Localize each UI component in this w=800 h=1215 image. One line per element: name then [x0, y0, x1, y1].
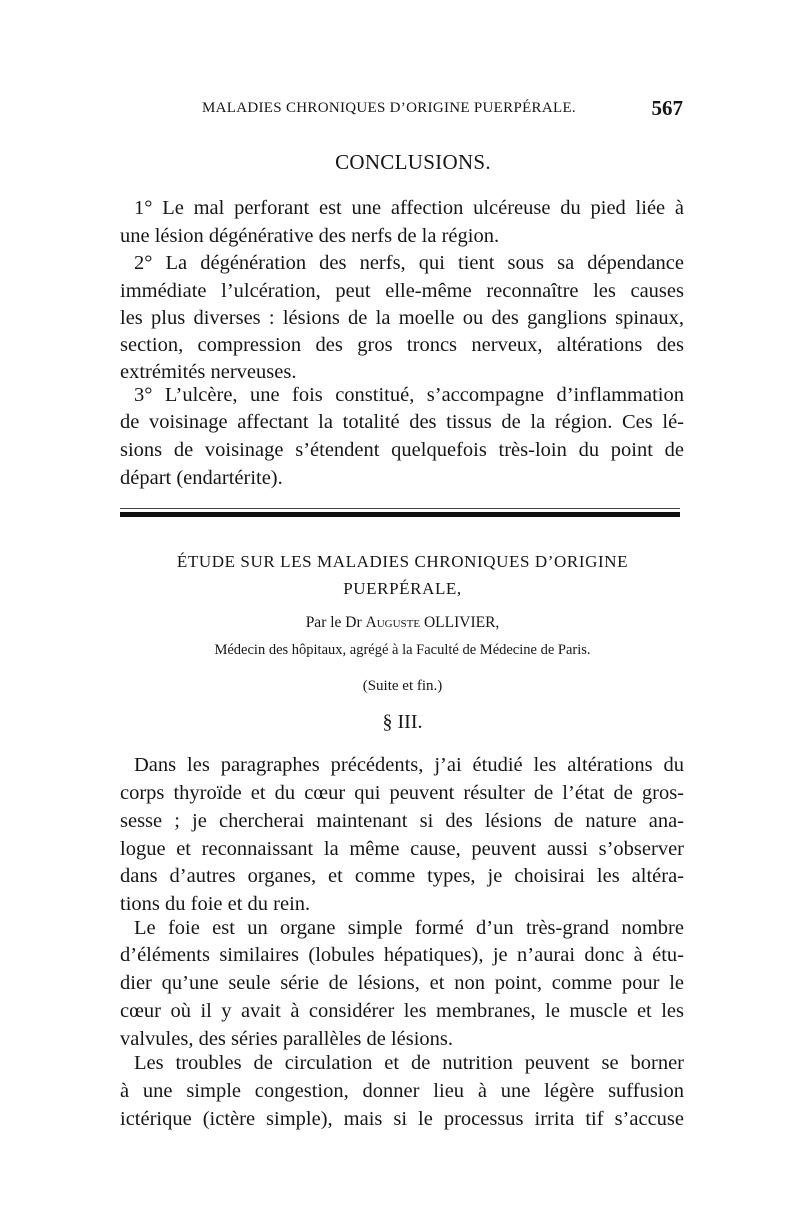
- running-head: [120, 96, 685, 122]
- author-byline: [120, 614, 685, 632]
- article-line: cœur où il y avait à considérer les membranes, le muscle et les: [120, 1000, 684, 1022]
- article-line: Dans les paragraphes précédents, j’ai étudié les altérations du: [134, 754, 684, 776]
- article-line: Les troubles de circulation et de nutrition peuvent se borner: [134, 1052, 684, 1074]
- section-heading: § III.: [382, 711, 423, 733]
- article-title: ÉTUDE SUR LES MALADIES CHRONIQUES D’ORIGINE: [176, 552, 629, 571]
- continuation-note: (Suite et fin.): [362, 678, 443, 694]
- conclusions-line: sions de voisinage s’étendent quelquefois très-loin du point de: [120, 439, 684, 461]
- article-line: d’éléments similaires (lobules hépatiques), je n’aurai donc à étu-: [120, 944, 684, 966]
- conclusions-line: 3° L’ulcère, une fois constitué, s’accompagne d’inflammation: [134, 384, 684, 406]
- conclusions-line: départ (endartérite).: [120, 467, 283, 489]
- article-line: corps thyroïde et du cœur qui peuvent résulter de l’état de gros-: [120, 782, 684, 804]
- author-affiliation: Médecin des hôpitaux, agrégé à la Faculté de Médecine de Paris.: [214, 642, 591, 658]
- conclusions-line: 1° Le mal perforant est une affection ulcéreuse du pied liée à: [134, 197, 684, 219]
- page-number: 567: [651, 96, 683, 120]
- author-prefix: Par le Dr: [305, 614, 362, 631]
- section-divider-thick: [120, 512, 680, 517]
- article-line: dier qu’une seule série de lésions, et non point, comme pour le: [120, 972, 684, 994]
- conclusions-line: extrémités nerveuses.: [120, 361, 297, 383]
- author-name: Auguste OLLIVIER,: [365, 614, 500, 631]
- conclusions-line: immédiate l’ulcération, peut elle-même reconnaître les causes: [120, 280, 684, 302]
- article-line: tions du foie et du rein.: [120, 893, 311, 915]
- conclusions-heading: CONCLUSIONS.: [335, 150, 491, 174]
- article-line: sesse ; je chercherai maintenant si des lésions de nature ana-: [120, 810, 684, 832]
- article-line: ictérique (ictère simple), mais si le processus irrita tif s’accuse: [120, 1108, 684, 1130]
- conclusions-line: de voisinage affectant la totalité des tissus de la région. Ces lé-: [120, 411, 684, 433]
- article-line: valvules, des séries parallèles de lésions.: [120, 1028, 454, 1050]
- article-line: Le foie est un organe simple formé d’un très-grand nombre: [134, 917, 684, 939]
- article-line: dans d’autres organes, et comme types, je choisirai les altéra-: [120, 865, 684, 887]
- article-line: à une simple congestion, donner lieu à une légère suffusion: [120, 1080, 684, 1102]
- conclusions-line: 2° La dégénération des nerfs, qui tient sous sa dépendance: [134, 252, 684, 274]
- section-divider-thin: [120, 508, 680, 509]
- article-line: logue et reconnaissant la même cause, peuvent aussi s’observer: [120, 838, 684, 860]
- conclusions-line: section, compression des gros troncs nerveux, altérations des: [120, 334, 684, 356]
- conclusions-line: les plus diverses : lésions de la moelle ou des ganglions spinaux,: [120, 307, 684, 329]
- running-title: MALADIES CHRONIQUES D’ORIGINE PUERPÉRALE.: [202, 100, 576, 116]
- article-title-continued: PUERPÉRALE,: [343, 579, 462, 598]
- conclusions-line: une lésion dégénérative des nerfs de la région.: [120, 225, 500, 247]
